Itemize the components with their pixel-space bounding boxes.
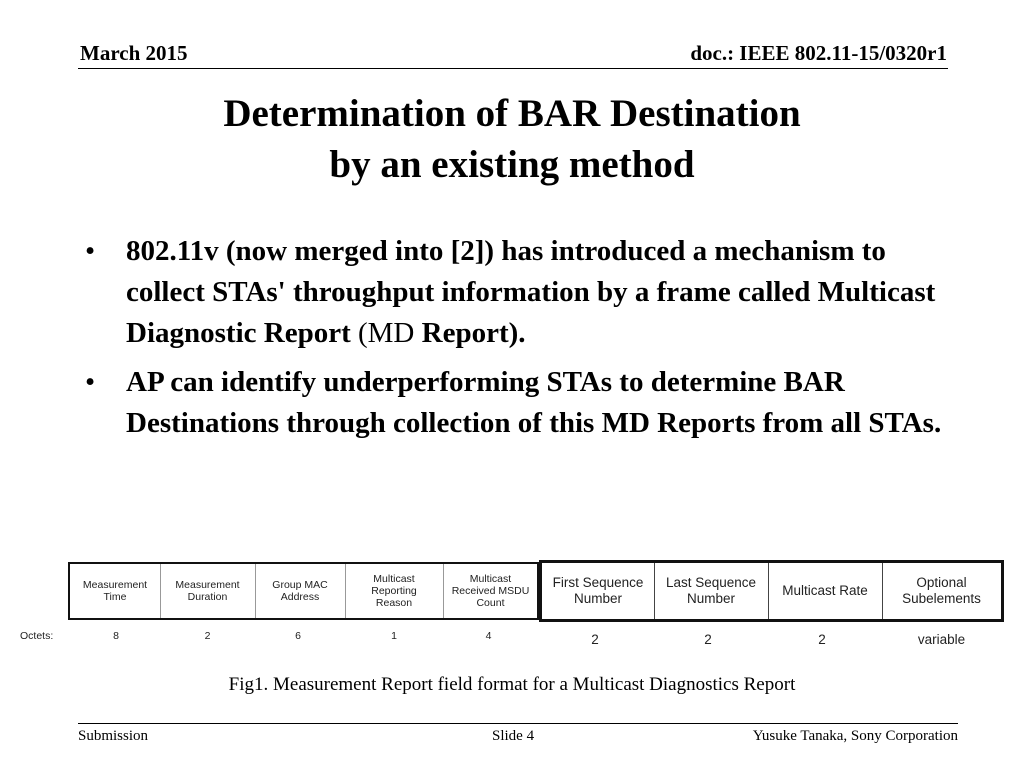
bullet-text-c: Report). xyxy=(414,317,526,349)
field-cell: Multicast Reporting Reason xyxy=(371,573,417,609)
header-date: March 2015 xyxy=(80,41,188,65)
header-doc-id: doc.: IEEE 802.11-15/0320r1 xyxy=(690,41,947,65)
octet-count: 2 xyxy=(818,632,826,647)
bullet-text-b: (MD xyxy=(357,317,415,349)
field-cell: Last Sequence Number xyxy=(665,575,757,606)
bullet-item xyxy=(85,362,965,444)
field-cell: Measurement Time xyxy=(82,579,148,603)
bullet-text-a: 802.11v (now merged into [2]) has introduced a mechanism to collect STAs' throughput information by a frame called Multicast Diagnostic Report xyxy=(126,235,936,349)
octet-count: 4 xyxy=(485,630,492,642)
field-cell: First Sequence Number xyxy=(552,575,644,606)
figure-caption: Fig1. Measurement Report field format for a Multicast Diagnostics Report xyxy=(228,674,796,695)
octet-count: 1 xyxy=(391,630,397,642)
bullet-text: AP can identify underperforming STAs to determine BAR Destinations through collection of this MD Reports from all STAs. xyxy=(126,366,942,439)
slide-title xyxy=(0,88,1024,190)
bullet-icon: • xyxy=(85,235,96,267)
field-cell: Measurement Duration xyxy=(175,579,240,603)
field-cell: Multicast Rate xyxy=(782,583,868,598)
slide-title-line-2: by an existing method xyxy=(329,143,695,186)
octet-count: 8 xyxy=(113,630,119,642)
octet-count: 2 xyxy=(704,632,712,647)
field-cell: Optional Subelements xyxy=(902,575,981,606)
octet-count: 2 xyxy=(204,630,211,642)
field-table-new xyxy=(539,560,1004,622)
footer-author: Yusuke Tanaka, Sony Corporation xyxy=(752,728,958,744)
field-table-existing xyxy=(68,562,539,620)
footer-slide-number: Slide 4 xyxy=(492,728,535,744)
header-divider xyxy=(78,68,948,69)
field-format-figure xyxy=(0,550,1024,660)
octet-count: 2 xyxy=(591,632,599,647)
footer-submission: Submission xyxy=(78,728,149,744)
bullet-list xyxy=(85,231,965,452)
octets-label: Octets: xyxy=(20,630,54,642)
field-cell: Group MAC Address xyxy=(272,579,328,603)
octet-count: 6 xyxy=(295,630,301,642)
slide-title-line-1: Determination of BAR Destination xyxy=(223,92,801,135)
bullet-icon: • xyxy=(85,366,96,398)
footer-divider xyxy=(78,723,958,724)
bullet-item xyxy=(85,231,965,354)
octet-count: variable xyxy=(917,632,966,647)
field-cell: Multicast Received MSDU Count xyxy=(451,573,530,609)
